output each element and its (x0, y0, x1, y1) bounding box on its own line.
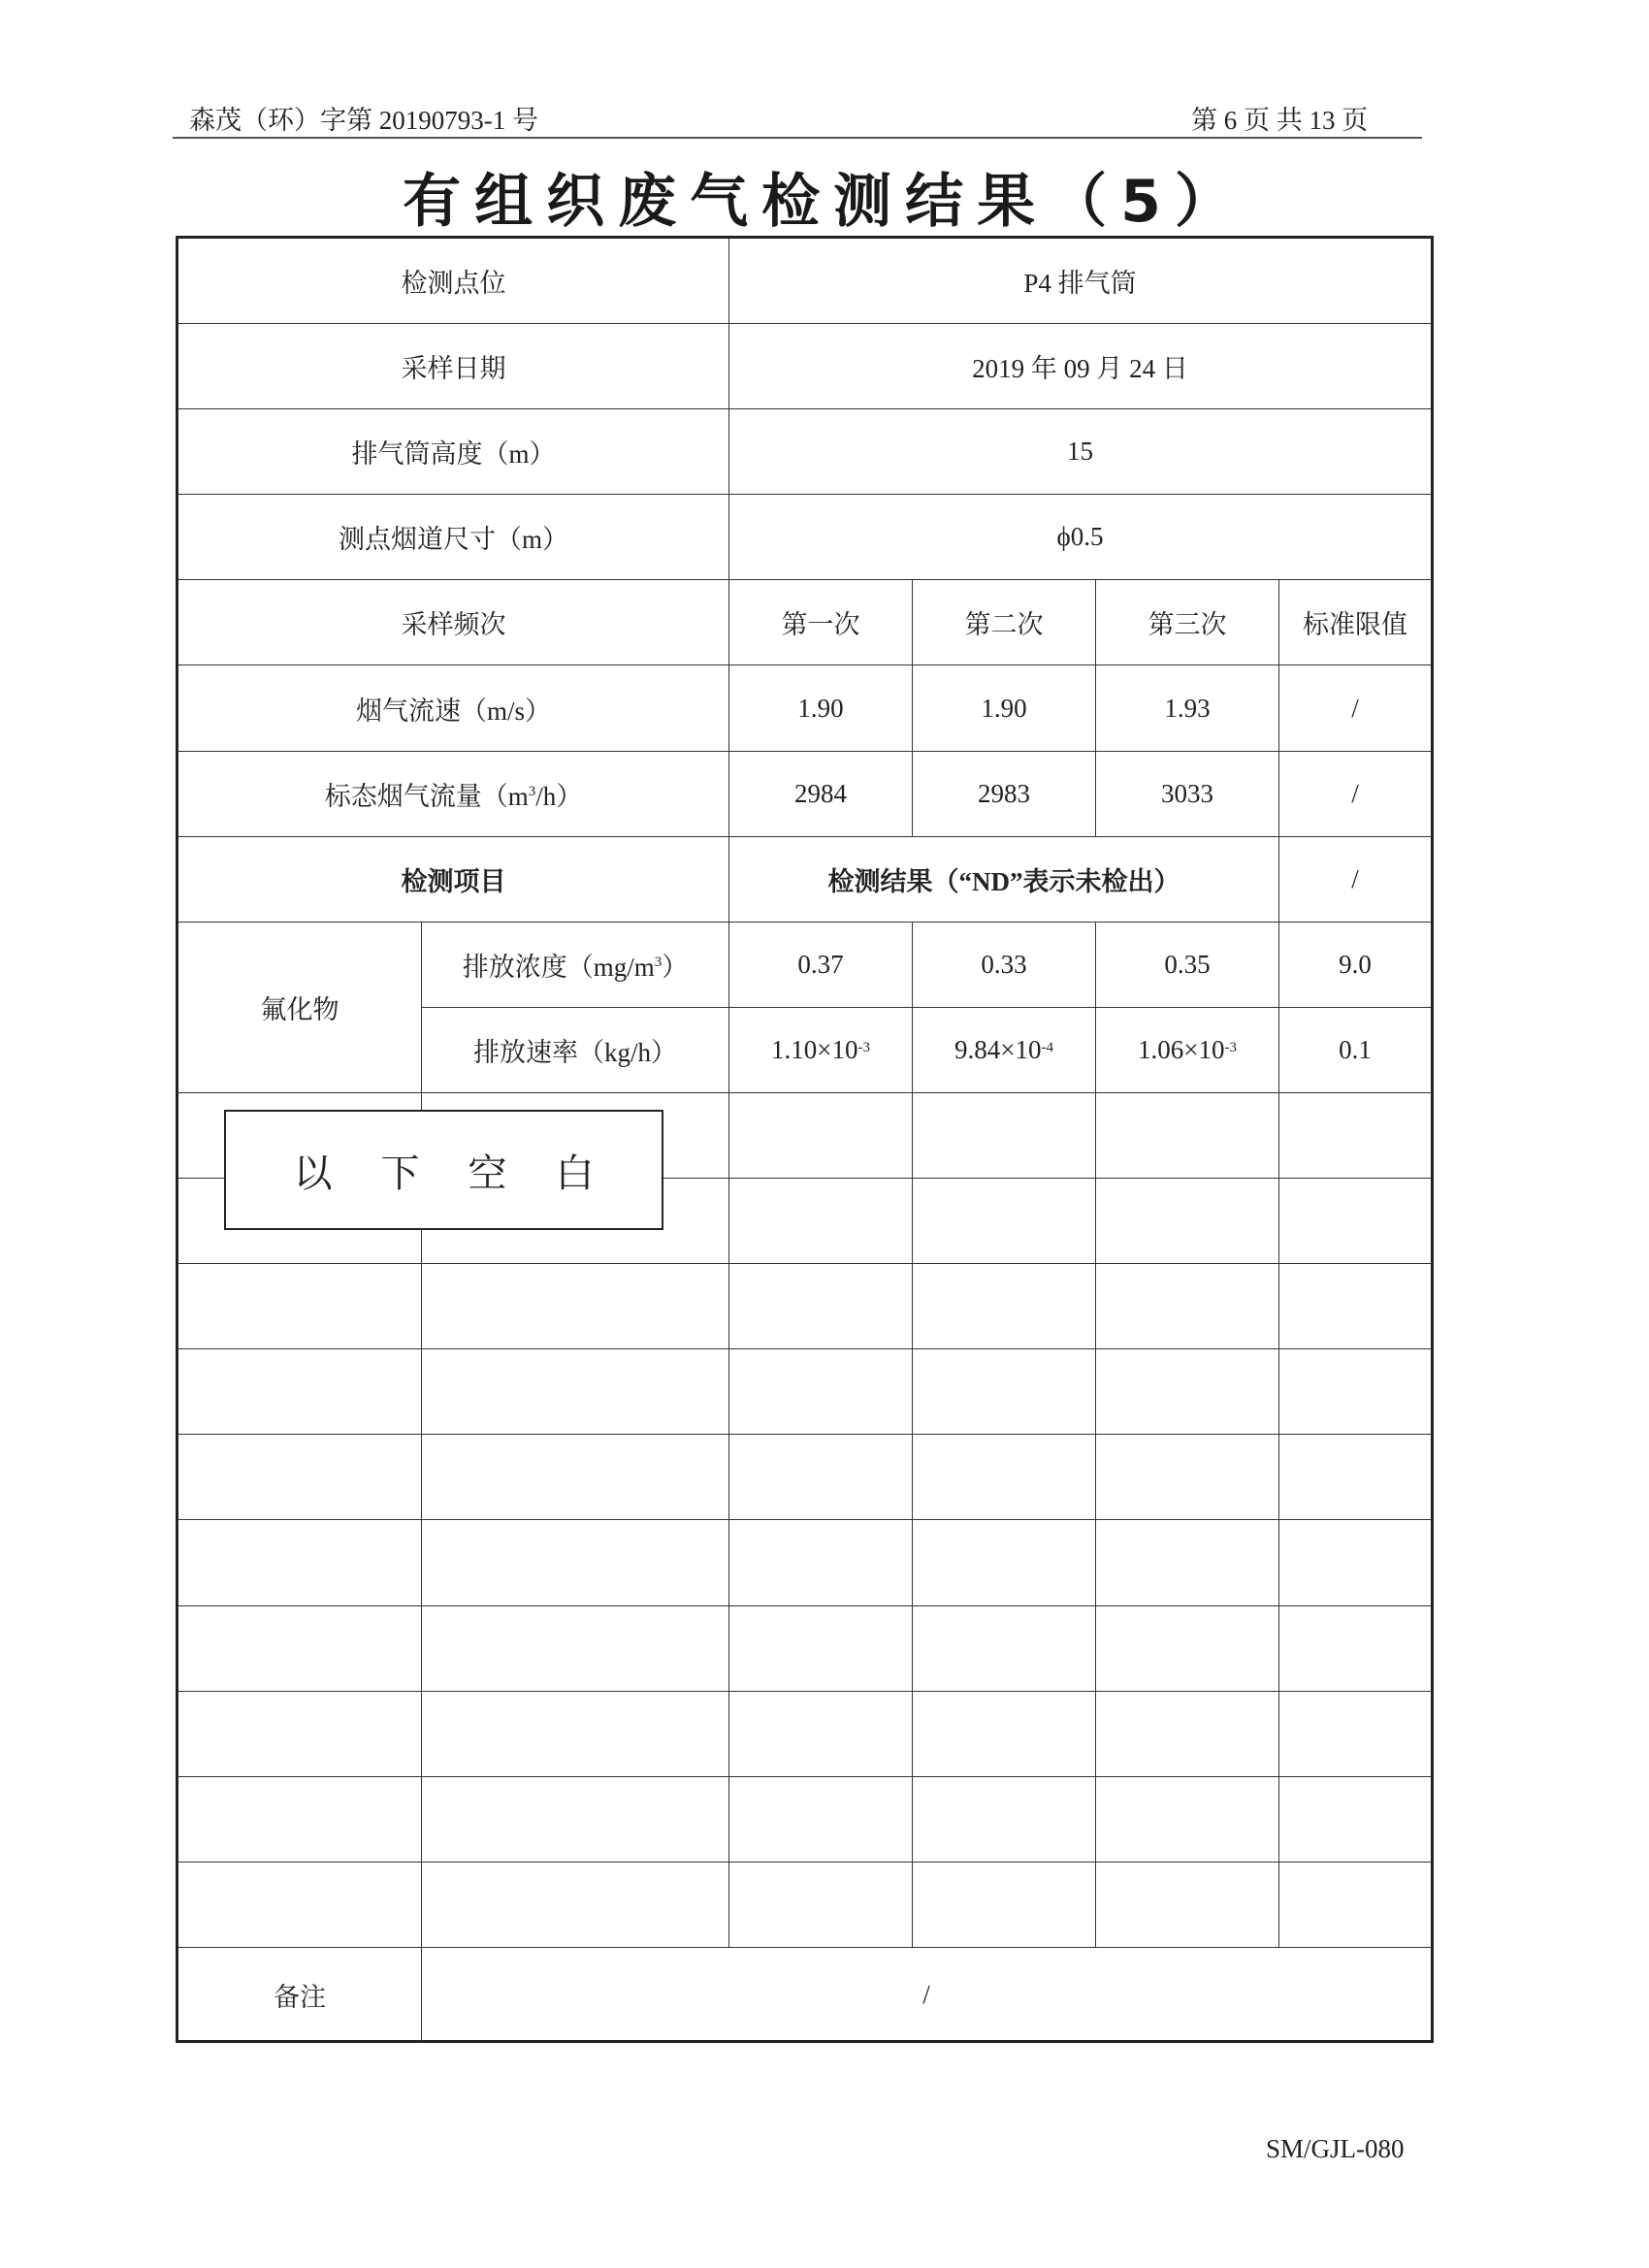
empty-cell (1279, 1435, 1431, 1520)
empty-cell (178, 1606, 422, 1692)
flow-value-1: 2984 (729, 752, 913, 837)
empty-cell (1096, 1264, 1279, 1349)
result-label: 检测结果（“ND”表示未检出） (729, 837, 1279, 923)
velocity-value-1: 1.90 (729, 665, 913, 751)
empty-cell (729, 1692, 913, 1777)
page-title: 有组织废气检测结果（5） (403, 168, 1246, 236)
empty-cell (729, 1264, 913, 1349)
empty-cell (913, 1435, 1096, 1520)
empty-cell (913, 1264, 1096, 1349)
empty-cell (1096, 1093, 1279, 1179)
empty-cell (913, 1692, 1096, 1777)
empty-cell (729, 1435, 913, 1520)
empty-cell (1279, 1179, 1431, 1264)
remark-label: 备注 (178, 1948, 422, 2042)
empty-cell (1279, 1692, 1431, 1777)
rate-value-1: 1.10×10 $^{-3}$ (729, 1008, 913, 1093)
conc-label: 排放浓度（mg/m $^3$ ） (422, 923, 729, 1008)
rate-value-2: 9.84×10 $^{-4}$ (913, 1008, 1096, 1093)
velocity-label: 烟气流速（m/s） (178, 665, 729, 751)
empty-cell (422, 1692, 729, 1777)
flue-label: 测点烟道尺寸（m） (178, 495, 729, 580)
rate-label: 排放速率（kg/h） (422, 1008, 729, 1093)
header-rule (173, 137, 1422, 139)
date-label: 采样日期 (178, 324, 729, 409)
empty-cell (1096, 1863, 1279, 1948)
empty-cell (178, 1777, 422, 1863)
point-value: P4 排气筒 (729, 239, 1431, 324)
freq-col-3: 第三次 (1096, 580, 1279, 665)
conc-value-3: 0.35 (1096, 923, 1279, 1008)
freq-label: 采样频次 (178, 580, 729, 665)
velocity-value-3: 1.93 (1096, 665, 1279, 751)
height-value: 15 (729, 409, 1431, 495)
empty-cell (178, 1264, 422, 1349)
flow-limit: / (1279, 752, 1431, 837)
flue-value: ϕ0.5 (729, 495, 1431, 580)
empty-cell (1096, 1606, 1279, 1692)
empty-cell (178, 1349, 422, 1435)
remark-value: / (922, 1979, 930, 2009)
report-number: 森茂（环）字第 20190793-1 号 (189, 106, 538, 135)
flow-label: 标态烟气流量（m $^3$ /h） (178, 752, 729, 837)
empty-cell (422, 1264, 729, 1349)
empty-cell (1096, 1520, 1279, 1605)
empty-cell (913, 1606, 1096, 1692)
empty-cell (729, 1777, 913, 1863)
footer-code: SM/GJL-080 (1266, 2134, 1405, 2163)
result-limit: / (1279, 837, 1431, 923)
empty-cell (1096, 1179, 1279, 1264)
empty-cell (1096, 1777, 1279, 1863)
page-info: 第 6 页 共 13 页 (1191, 106, 1369, 135)
conc-limit: 9.0 (1279, 923, 1431, 1008)
empty-cell (1279, 1606, 1431, 1692)
empty-cell (729, 1179, 913, 1264)
empty-cell (1096, 1349, 1279, 1435)
flow-label-prefix: 标态烟气流量（m (324, 781, 529, 811)
conc-label-suffix: ） (662, 952, 689, 982)
rate-value-3: 1.06×10 $^{-3}$ (1096, 1008, 1279, 1093)
rate-value-1-base: 1.10×10 (771, 1034, 858, 1064)
freq-col-limit: 标准限值 (1279, 580, 1431, 665)
empty-cell (178, 1692, 422, 1777)
empty-cell (913, 1863, 1096, 1948)
pollutant-name: 氟化物 (178, 923, 422, 1093)
freq-col-2: 第二次 (913, 580, 1096, 665)
conc-label-prefix: 排放浓度（mg/m (462, 952, 655, 982)
rate-limit: 0.1 (1279, 1008, 1431, 1093)
empty-cell (178, 1520, 422, 1605)
velocity-value-2: 1.90 (913, 665, 1096, 751)
empty-cell (178, 1863, 422, 1948)
freq-col-1: 第一次 (729, 580, 913, 665)
blank-below-stamp: 以下空白 (224, 1110, 663, 1230)
flow-value-2: 2983 (913, 752, 1096, 837)
rate-value-3-base: 1.06×10 (1138, 1034, 1225, 1064)
empty-cell (729, 1863, 913, 1948)
empty-cell (913, 1777, 1096, 1863)
empty-cell (422, 1435, 729, 1520)
empty-cell (729, 1520, 913, 1605)
empty-cell (422, 1520, 729, 1605)
empty-cell (913, 1349, 1096, 1435)
empty-cell (913, 1179, 1096, 1264)
empty-cell (422, 1349, 729, 1435)
empty-cell (178, 1435, 422, 1520)
item-label: 检测项目 (178, 837, 729, 923)
conc-value-1: 0.37 (729, 923, 913, 1008)
empty-cell (729, 1606, 913, 1692)
empty-cell (1279, 1349, 1431, 1435)
empty-cell (1279, 1863, 1431, 1948)
empty-cell (422, 1863, 729, 1948)
empty-cell (422, 1777, 729, 1863)
empty-cell (729, 1349, 913, 1435)
empty-cell (729, 1093, 913, 1179)
conc-value-2: 0.33 (913, 923, 1096, 1008)
empty-cell (422, 1606, 729, 1692)
empty-cell (1096, 1692, 1279, 1777)
empty-cell (913, 1093, 1096, 1179)
empty-cell (913, 1520, 1096, 1605)
height-label: 排气筒高度（m） (178, 409, 729, 495)
empty-cell (1279, 1777, 1431, 1863)
point-label: 检测点位 (178, 239, 729, 324)
empty-cell (1096, 1435, 1279, 1520)
velocity-limit: / (1279, 665, 1431, 751)
rate-value-2-base: 9.84×10 (954, 1034, 1042, 1064)
empty-cell (1279, 1093, 1431, 1179)
flow-value-3: 3033 (1096, 752, 1279, 837)
date-value: 2019 年 09 月 24 日 (729, 324, 1431, 409)
empty-cell (1279, 1520, 1431, 1605)
flow-label-suffix: /h） (535, 781, 583, 811)
empty-cell (1279, 1264, 1431, 1349)
